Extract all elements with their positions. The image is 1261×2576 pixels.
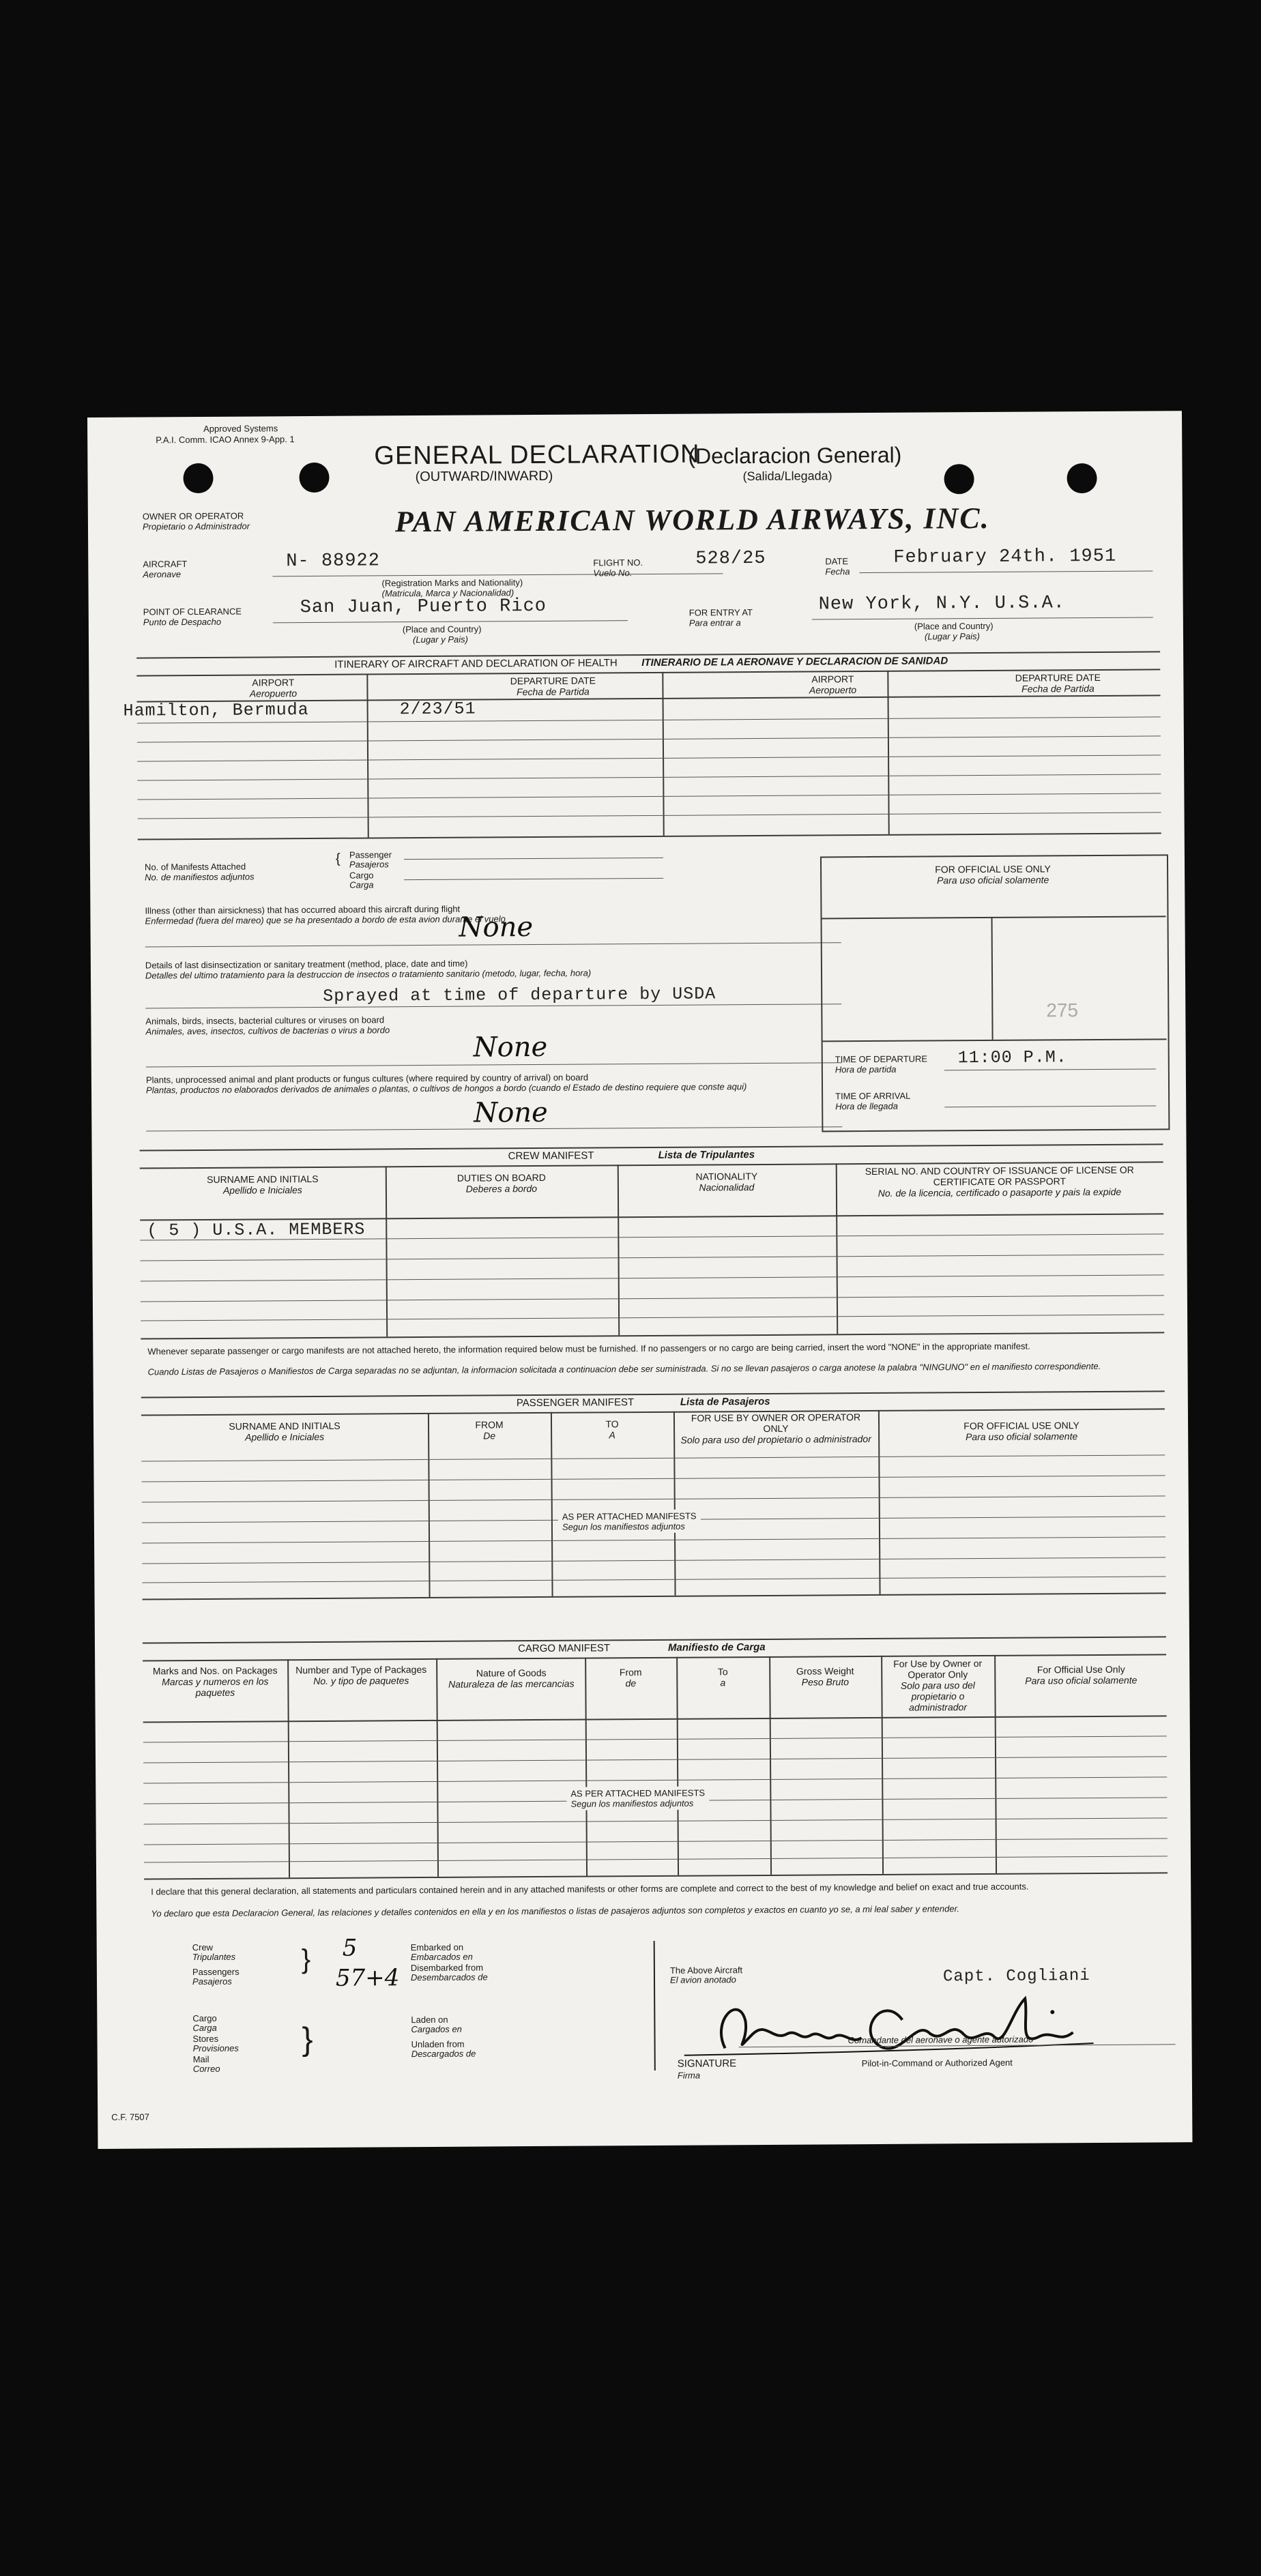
laden-label-es: Cargados en <box>411 2023 462 2035</box>
pax-col-from: FROM De <box>475 1419 504 1441</box>
itinerary-heading: ITINERARY OF AIRCRAFT AND DECLARATION OF HEALTH <box>334 657 618 671</box>
crew-heading: CREW MANIFEST <box>508 1150 594 1162</box>
stores-total-label: Stores <box>192 2033 219 2045</box>
cargo-total-label-es: Carga <box>192 2022 217 2034</box>
passengers-total-label-es: Pasajeros <box>192 1976 232 1987</box>
illness-label-es: Enfermedad (fuera del mareo) que se ha presentado a bordo de esta avion durante el vuelo <box>145 913 506 926</box>
passenger-heading-es: Lista de Pasajeros <box>680 1395 770 1408</box>
flight-label: FLIGHT NO. <box>593 557 643 568</box>
clearance-place-note: (Place and Country) <box>402 624 482 635</box>
cargo-attached-note: AS PER ATTACHED MANIFESTS Segun los manifiestos adjuntos <box>566 1786 709 1810</box>
punch-hole <box>183 463 213 493</box>
crew-total-label: Crew <box>192 1942 214 1953</box>
passenger-label-es: Pasajeros <box>349 859 389 870</box>
crew-total-value: 5 <box>342 1934 358 1962</box>
cargo-col-marks: Marks and Nos. on Packages Marcas y numeros en los paquetes <box>152 1665 278 1699</box>
signature-role-es: Comandante del aeronave o agente autorizado <box>847 2034 1034 2046</box>
entry-label: FOR ENTRY AT <box>689 607 753 618</box>
embarked-label: Embarked on <box>410 1942 464 1953</box>
passenger-heading: PASSENGER MANIFEST <box>516 1396 635 1409</box>
manifests-label-es: No. de manifiestos adjuntos <box>145 871 255 883</box>
disinsect-label-es: Detalles del ultimo tratamiento para la destruccion de insectos o tratamiento sanitario (metodo, lugar, fecha, hora) <box>145 967 592 981</box>
animals-value: None <box>473 1031 548 1064</box>
passengers-total-label: Passengers <box>192 1966 240 1978</box>
itin-col-airport: AIRPORT Aeropuerto <box>249 677 298 699</box>
form-title-sub: (OUTWARD/INWARD) <box>415 468 553 485</box>
crew-col-nationality: NATIONALITY Nacionalidad <box>695 1171 758 1193</box>
cargo-col-to: To a <box>717 1666 728 1688</box>
arrival-time-label: TIME OF ARRIVAL <box>835 1090 911 1102</box>
cargo-label-es: Carga <box>349 879 374 890</box>
official-stamp: 275 <box>1046 999 1079 1021</box>
illness-label: Illness (other than airsickness) that has occurred aboard this aircraft during flight <box>145 903 461 916</box>
declaration-sheet: Approved Systems P.A.I. Comm. ICAO Annex 9-App. 1 GENERAL DECLARATION (OUTWARD/INWARD) (Declaracion General) (Salida/Llegada) OWNER OR OPERATOR Propietario o Administrador PAN AMERICAN WORLD AIRWAYS, INC. AIRCRAFT Aeronave N- 88922 (Registration Marks and Nationality) (Matricula, Marca y Nacionalidad) FLIGHT NO. Vuelo No. 528/25 DATE Fecha February 24th. 1951 POINT OF CLEARANCE Punto de Despacho San Juan, Puerto Rico (Place and Country) (Lugar y Pais) FOR ENTRY AT Para entrar a New York, N.Y. U.S.A. (Place and Country) (Lugar y Pais) ITINERARY OF AIRCRAFT AND DECLARATION OF HEALTH ITINERARIO DE LA AERONAVE Y DECLARACION DE SANIDAD AIRPORT Aeropuerto DEPARTURE DATE Fecha de Partida AIRPORT Aeropuerto DEPARTURE DATE Fecha de Partida Hamilton, Bermuda 2/23/51 No. of Manifests Attached No. de manifiestos adjuntos { Passenger Pasajeros Cargo Carga Illness (other than airsickness) that has occurred aboard this aircraft during flight Enfermedad (fuera del mareo) que se ha presentado a bordo de esta avion durante el vuelo None Details of last disinsectization or sanitary treatment (method, place, date and time) Detalles del ultimo tratamiento para la destruccion de insectos o tratamiento sanitario (metodo, lugar, fecha, hora) Sprayed at time of departure by USDA Animals, birds, insects, bacterial cultures or viruses on board Animales, aves, insectos, cultivos de bacterias o virus a bordo None Plants, unprocessed animal and plant products or fungus cultures (where required by country of arrival) on board Plantas, productos no elaborados derivados de animales o plantas, o cultivos de hongos a bordo (cuando el Estado de destino requiere que conste aqui) None FOR OFFICIAL USE ONLY Para uso oficial solamente 275 TIME OF DEPARTURE Hora de partida 11:00 P.M. TIME OF ARRIVAL Hora de llegada CREW MANIFEST Lista de Tripulantes SURNAME AND INITIALS Apellido e Iniciales DUTIES ON BOARD Deberes a bordo NATIONALITY Nacionalidad SERIAL NO. AND COUNTRY OF ISSUANCE OF LICENSE OR CERTIFICATE OR PASSPORT No. de la licencia, certificado o pasaporte y pais la expide ( 5 ) U.S.A. MEMBERS Whenever separate passenger or cargo manifests are not attached hereto, the information required below must be furnished. If no passengers or no cargo are being carried, insert the word "NONE" in the appropriate manifest. Cuando Listas de Pasajeros o Manifiestos de Carga separadas no se adjuntan, la informacion solicitada a continuacion debe ser suministrada. Si no se llevan pasajeros o carga anotese la palabra "NINGUNO" en el manifiesto correspondiente. PASSENGER MANIFEST Lista de Pasajeros SURNAME AND INITIALS Apellido e Iniciales FROM De TO A FOR USE BY OWNER OR OPERATOR ONLY Solo para uso del propietario o administrador FOR OFFICIAL USE ONLY Para uso oficial solamente AS PER ATTACHED MANIFESTS Segun los manifiestos adjuntos CARGO MANIFEST Manifiesto de Carga Marks and Nos. on Packages Marcas y numeros en los paquetes Number and Type of Packages No. y tipo de paquetes Nature of Goods Naturaleza de las mercancias From de To a Gross Weight Peso Bruto For Use by Owner or Operator Only Solo para uso del propietario o administrador For Official Use Only Para uso oficial solamente AS PER ATTACHED MANIFESTS Segun los manifiestos adjuntos I declare that this general declaration, all statements and particulars contained herein and in any attached manifests or other forms are complete and correct to the best of my knowledge and belief on exact and true accounts. Yo declaro que esta Declaracion General, las relaciones y detalles contenidos en ella y en los manifiestos o listas de pasajeros adjuntos son completos y exactos en cuanto yo se, a mi leal saber y entender. Crew Tripulantes Passengers Pasajeros } 5 57+4 Embarked on Embarcados en Disembarked from Desembarcados de Cargo Carga Stores Provisiones Mail Correo } Laden on Cargados en Unladen from Descargados de The Above Aircraft El avion anotado Capt. Cogliani Comandante del aeronave o agente autorizado SIGNATURE Firma Pilot-in-Command or Authorized Agent C.F. 7507 <box>87 411 1192 2149</box>
animals-label: Animals, birds, insects, bacterial cultures or viruses on board <box>145 1014 385 1027</box>
aircraft-reg-note-es: (Matricula, Marca y Nacionalidad) <box>381 587 514 599</box>
crew-row-value: ( 5 ) U.S.A. MEMBERS <box>147 1219 366 1241</box>
clearance-place-note-es: (Lugar y Pais) <box>412 634 468 645</box>
disinsect-value: Sprayed at time of departure by USDA <box>323 984 716 1006</box>
handwritten-signature <box>684 1977 1176 2062</box>
itin-col-departure: DEPARTURE DATE Fecha de Partida <box>510 675 596 698</box>
flight-label-es: Vuelo No. <box>593 568 633 579</box>
embarked-label-es: Embarcados en <box>410 1951 473 1963</box>
disinsect-label: Details of last disinsectization or sanitary treatment (method, place, date and time) <box>145 958 468 971</box>
form-title-es: (Declaracion General) <box>688 442 902 469</box>
arrival-time-label-es: Hora de llegada <box>835 1100 899 1112</box>
date-label-es: Fecha <box>825 566 850 577</box>
plants-label: Plants, unprocessed animal and plant products or fungus cultures (where required by country of arrival) on board <box>145 1072 589 1085</box>
aircraft-reg-note: (Registration Marks and Nationality) <box>381 577 523 589</box>
unladen-label: Unladen from <box>411 2038 465 2050</box>
manifests-label: No. of Manifests Attached <box>144 861 246 873</box>
aircraft-value: N- 88922 <box>286 551 381 572</box>
itinerary-row-airport: Hamilton, Bermuda <box>123 700 309 721</box>
crew-total-label-es: Tripulantes <box>192 1951 236 1963</box>
cargo-total-label: Cargo <box>192 2012 217 2024</box>
owner-label-es: Propietario o Administrador <box>142 521 250 532</box>
above-aircraft-label-es: El avion anotado <box>669 1974 736 1985</box>
crew-col-name: SURNAME AND INITIALS Apellido e Iniciales <box>207 1173 319 1196</box>
cargo-col-owner: For Use by Owner or Operator Only Solo para uso del propietario o administrador <box>893 1658 983 1713</box>
disembarked-label-es: Desembarcados de <box>410 1972 488 1983</box>
approved-note: Approved Systems <box>203 423 278 434</box>
mail-total-label: Mail <box>192 2053 209 2065</box>
aircraft-label: AIRCRAFT <box>143 559 188 570</box>
date-value: February 24th. 1951 <box>893 546 1117 568</box>
signature-role: Pilot-in-Command or Authorized Agent <box>861 2057 1013 2069</box>
pax-col-official: FOR OFFICIAL USE ONLY Para uso oficial solamente <box>963 1420 1079 1443</box>
above-aircraft-label: The Above Aircraft <box>669 1965 743 1976</box>
flight-value: 528/25 <box>695 548 766 570</box>
captain-name: Capt. Cogliani <box>942 1967 1090 1987</box>
crew-heading-es: Lista de Tripulantes <box>658 1149 755 1161</box>
pax-col-name: SURNAME AND INITIALS Apellido e Iniciales <box>229 1420 340 1443</box>
notice-text: Whenever separate passenger or cargo manifests are not attached hereto, the information required below must be furnished. If no passengers or no cargo are being carried, insert the word "NONE" in the appropriate manifest. <box>147 1341 1030 1357</box>
pax-col-owner: FOR USE BY OWNER OR OPERATOR ONLY Solo para uso del propietario o administrador <box>680 1411 871 1446</box>
crew-col-duties: DUTIES ON BOARD Deberes a bordo <box>456 1171 546 1195</box>
cargo-col-number: Number and Type of Packages No. y tipo de paquetes <box>295 1663 427 1687</box>
cargo-col-nature: Nature of Goods Naturaleza de las mercancias <box>448 1667 575 1690</box>
entry-note: (Place and Country) <box>914 620 994 632</box>
declaration-text: I declare that this general declaration, all statements and particulars contained herein and in any attached manifests or other forms are complete and correct to the best of my knowledge and belief on exact and true accounts. <box>151 1881 1029 1897</box>
stores-total-label-es: Provisiones <box>192 2043 239 2054</box>
departure-time-value: 11:00 P.M. <box>957 1047 1067 1068</box>
pax-col-to: TO A <box>605 1418 619 1441</box>
clearance-label-es: Punto de Despacho <box>143 616 222 628</box>
entry-note-es: (Lugar y Pais) <box>924 631 980 642</box>
clearance-value: San Juan, Puerto Rico <box>300 596 547 619</box>
plants-value: None <box>474 1096 548 1129</box>
cargo-col-weight: Gross Weight Peso Bruto <box>796 1665 854 1688</box>
declaration-text-es: Yo declaro que esta Declaracion General, las relaciones y detalles contenidos en ella y en los manifiestos o listas de pasajeros adjuntos son completos y exactos en cuanto yo se, a mi leal saber y entender. <box>151 1903 960 1919</box>
cargo-label: Cargo <box>349 870 374 881</box>
approved-ref: P.A.I. Comm. ICAO Annex 9-App. 1 <box>156 434 295 445</box>
departure-time-label-es: Hora de partida <box>835 1064 897 1075</box>
laden-label: Laden on <box>411 2014 448 2025</box>
pax-attached-note: AS PER ATTACHED MANIFESTS Segun los manifiestos adjuntos <box>558 1510 701 1534</box>
punch-hole <box>299 463 329 493</box>
illness-value: None <box>459 911 534 943</box>
disembarked-label: Disembarked from <box>410 1962 484 1974</box>
punch-hole <box>1067 463 1097 493</box>
departure-time-label: TIME OF DEPARTURE <box>835 1053 928 1065</box>
cargo-heading-es: Manifiesto de Carga <box>667 1641 766 1654</box>
official-box-heading: FOR OFFICIAL USE ONLY Para uso oficial solamente <box>935 863 1051 886</box>
plants-label-es: Plantas, productos no elaborados derivados de animales o plantas, o cultivos de hongos a bordo (cuando el Estado de destino requiere que conste aqui) <box>145 1081 747 1096</box>
itinerary-row-date: 2/23/51 <box>399 699 476 720</box>
entry-value: New York, N.Y. U.S.A. <box>818 593 1066 615</box>
unladen-label-es: Descargados de <box>411 2048 476 2060</box>
passengers-total-value: 57+4 <box>335 1964 400 1992</box>
aircraft-label-es: Aeronave <box>143 569 182 580</box>
signature-label-es: Firma <box>677 2070 701 2081</box>
signature-label: SIGNATURE <box>677 2058 737 2070</box>
itinerary-heading-es: ITINERARIO DE LA AERONAVE Y DECLARACION DE SANIDAD <box>641 655 948 669</box>
owner-value: PAN AMERICAN WORLD AIRWAYS, INC. <box>394 501 990 539</box>
passenger-label: Passenger <box>349 849 392 860</box>
form-number: C.F. 7507 <box>111 2111 149 2122</box>
entry-label-es: Para entrar a <box>689 617 741 628</box>
form-title-es-sub: (Salida/Llegada) <box>742 469 832 484</box>
itin-col-airport2: AIRPORT Aeropuerto <box>809 673 857 696</box>
itin-col-departure2: DEPARTURE DATE Fecha de Partida <box>1015 671 1101 694</box>
mail-total-label-es: Correo <box>192 2063 220 2075</box>
owner-label: OWNER OR OPERATOR <box>142 510 244 522</box>
crew-col-license: SERIAL NO. AND COUNTRY OF ISSUANCE OF LICENSE OR CERTIFICATE OR PASSPORT No. de la licencia, certificado o pasaporte y pais la expide <box>865 1164 1134 1199</box>
cargo-col-official: For Official Use Only Para uso oficial solamente <box>1025 1663 1137 1686</box>
punch-hole <box>944 464 974 494</box>
cargo-col-from: From de <box>619 1667 642 1689</box>
clearance-label: POINT OF CLEARANCE <box>143 606 242 617</box>
form-title: GENERAL DECLARATION <box>374 439 700 471</box>
notice-text-es: Cuando Listas de Pasajeros o Manifiestos de Carga separadas no se adjuntan, la informacion solicitada a continuacion debe ser suministrada. Si no se llevan pasajeros o carga anotese la palabra "NINGUNO" en el manifiesto correspondiente. <box>147 1360 1101 1377</box>
cargo-heading: CARGO MANIFEST <box>517 1642 611 1655</box>
date-label: DATE <box>825 556 849 567</box>
animals-label-es: Animales, aves, insectos, cultivos de bacterias o virus a bordo <box>145 1025 390 1037</box>
